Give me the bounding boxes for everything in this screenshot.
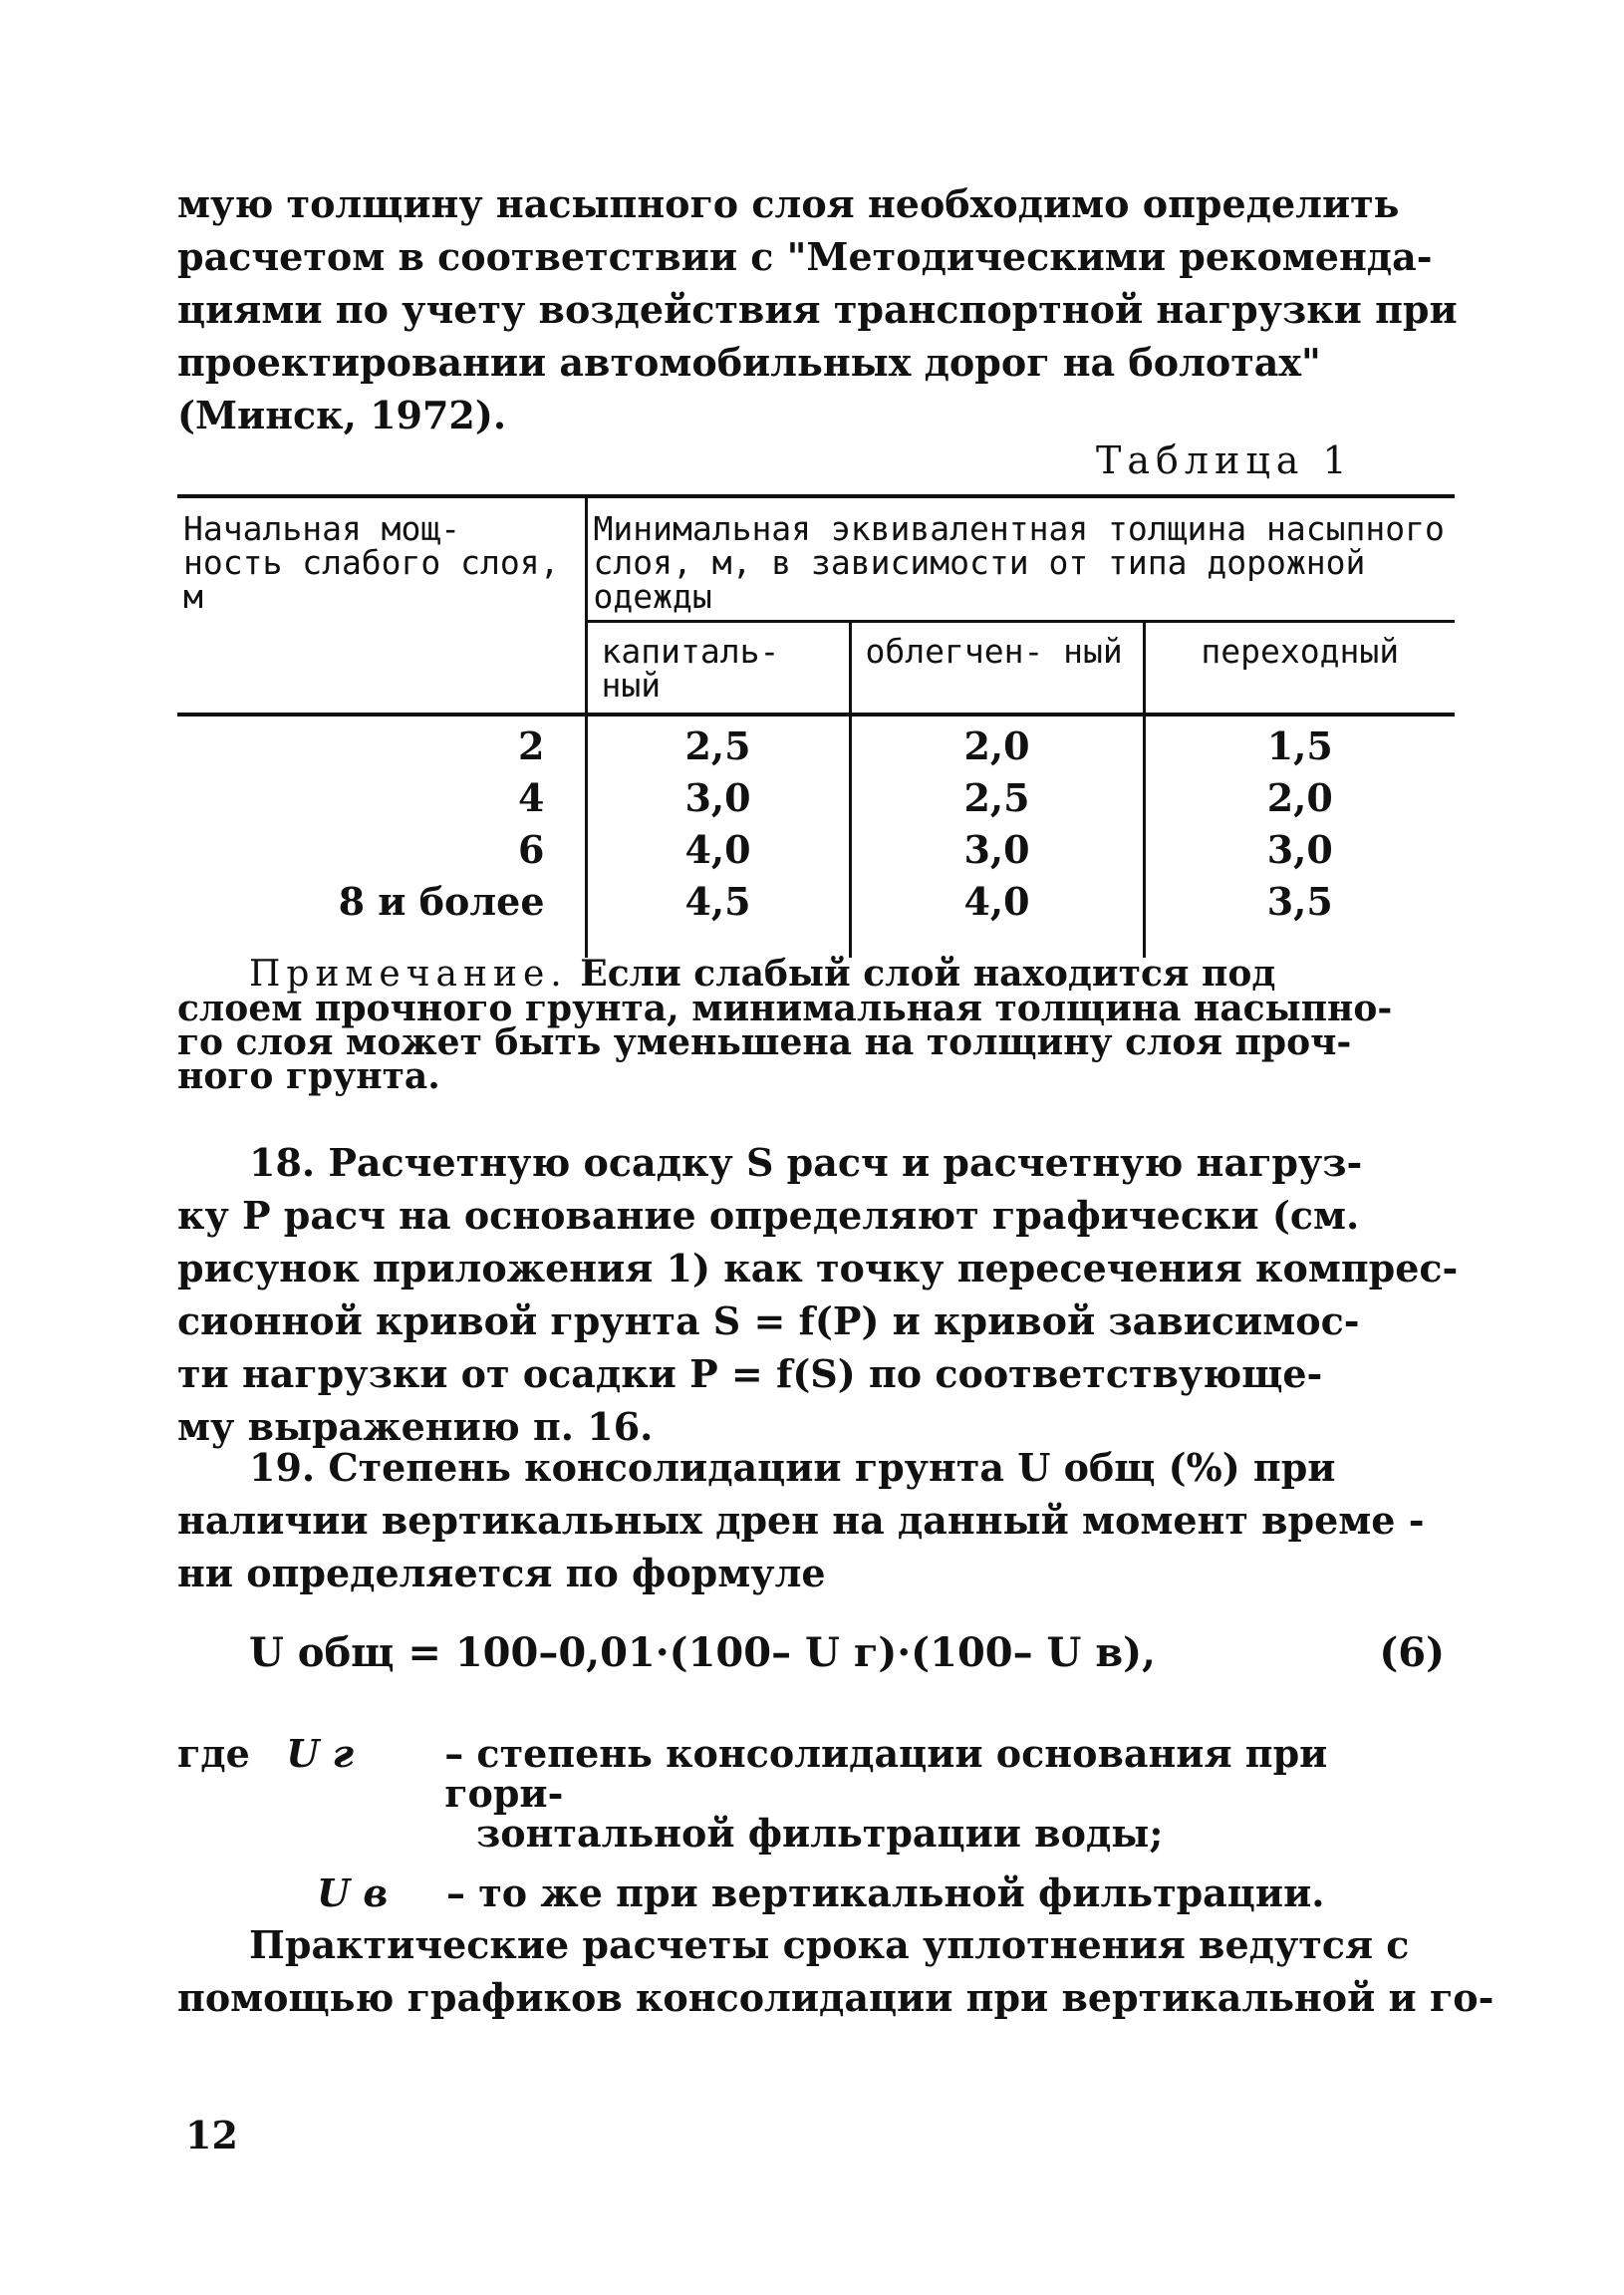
cell-capital: 4,5	[586, 876, 850, 958]
where-lead: где	[177, 1731, 250, 1776]
intro-line: расчетом в соответствии с "Методическими рекоменда-	[177, 234, 1433, 279]
paragraph-19	[177, 1441, 1443, 1599]
cell-lightweight: 4,0	[850, 876, 1144, 958]
cell-thickness: 6	[177, 824, 586, 876]
cell-transitional: 3,0	[1266, 827, 1333, 872]
p19-line: наличии вертикальных дрен на данный момент време -	[177, 1498, 1425, 1543]
cell-capital: 2,5	[586, 715, 850, 772]
intro-line: циями по учету воздействия транспортной нагрузки при	[177, 287, 1458, 332]
cell-thickness: 2	[177, 715, 586, 772]
where-row	[177, 1811, 1453, 1856]
note-line: ного грунта.	[177, 1055, 440, 1097]
where-text: зонтальной фильтрации воды;	[476, 1811, 1164, 1856]
subheader-transitional: переходный	[1201, 632, 1400, 671]
note-line: слоем прочного грунта, минимальная толщина насыпно-	[177, 988, 1393, 1029]
where-text: – степень консолидации основания при гори-	[444, 1731, 1328, 1816]
cell-lightweight: 2,0	[850, 715, 1144, 772]
intro-line: проектировании автомобильных дорог на болотах"	[177, 340, 1321, 385]
cell-transitional: 3,5	[1266, 879, 1333, 924]
group-header: Минимальная эквивалентная толщина насыпного слоя, м, в зависимости от типа дорожной одежды	[586, 496, 1455, 622]
subheader-lightweight: облегчен- ный	[850, 622, 1144, 716]
formula-number: (6)	[1379, 1629, 1445, 1676]
where-row	[177, 1870, 1453, 1915]
page-number: 12	[185, 2113, 238, 2157]
cell-transitional: 2,0	[1266, 775, 1333, 820]
p18-line: ку P расч на основание определяют графически (см.	[177, 1193, 1360, 1238]
table-note	[177, 953, 1455, 1097]
thickness-table	[177, 494, 1455, 958]
p19-line: ни определяется по формуле	[177, 1551, 826, 1595]
where-indent	[177, 1814, 476, 1854]
closing-paragraph	[177, 1918, 1494, 2024]
closing-line: помощью графиков консолидации при вертикальной и го-	[177, 1975, 1494, 2020]
cell-thickness: 4	[177, 772, 586, 824]
intro-line: мую толщину насыпного слоя необходимо определить	[177, 181, 1400, 226]
cell-capital: 4,0	[586, 824, 850, 876]
subheader-capital: капиталь- ный	[586, 622, 850, 716]
intro-paragraph	[177, 177, 1458, 441]
where-symbol: U г	[286, 1731, 355, 1776]
intro-line: (Минск, 1972).	[177, 393, 507, 437]
note-line	[177, 953, 1455, 995]
note-label: Примечание.	[249, 954, 568, 995]
cell-thickness: 8 и более	[177, 876, 586, 958]
col-header-thickness: Начальная мощ- ность слабого слоя, м	[177, 496, 586, 715]
p18-line: ти нагрузки от осадки P = f(S) по соответствующе-	[177, 1351, 1323, 1396]
table-row	[177, 876, 1455, 958]
formula-6	[249, 1629, 1445, 1676]
table-row	[177, 715, 1455, 772]
cell-lightweight: 3,0	[850, 824, 1144, 876]
cell-lightweight: 2,5	[850, 772, 1144, 824]
p18-line: сионной кривой грунта S = f(P) и кривой зависимос-	[177, 1298, 1360, 1343]
table-row	[177, 824, 1455, 876]
cell-capital: 3,0	[586, 772, 850, 824]
p18-line: 18. Расчетную осадку S расч и расчетную нагруз-	[249, 1140, 1363, 1185]
where-clause	[177, 1731, 1453, 1915]
cell-transitional: 1,5	[1266, 723, 1333, 768]
p18-line: му выражению п. 16.	[177, 1404, 654, 1449]
where-text: – то же при вертикальной фильтрации.	[446, 1870, 1325, 1915]
closing-line: Практические расчеты срока уплотнения ведутся с	[249, 1922, 1410, 1967]
table-caption: Таблица 1	[1096, 438, 1353, 482]
note-line: го слоя может быть уменьшена на толщину слоя проч-	[177, 1021, 1352, 1063]
paragraph-18	[177, 1136, 1459, 1453]
where-row	[177, 1731, 1453, 1816]
p19-line: 19. Степень консолидации грунта U общ (%) при	[249, 1445, 1336, 1490]
where-symbol: U в	[317, 1870, 389, 1915]
table-row	[177, 772, 1455, 824]
p18-line: рисунок приложения 1) как точку пересечения компрес-	[177, 1246, 1459, 1291]
formula-expression: U общ = 100–0,01·(100– U г)·(100– U в),	[249, 1629, 1156, 1676]
note-text: Если слабый слой находится под	[580, 953, 1276, 995]
